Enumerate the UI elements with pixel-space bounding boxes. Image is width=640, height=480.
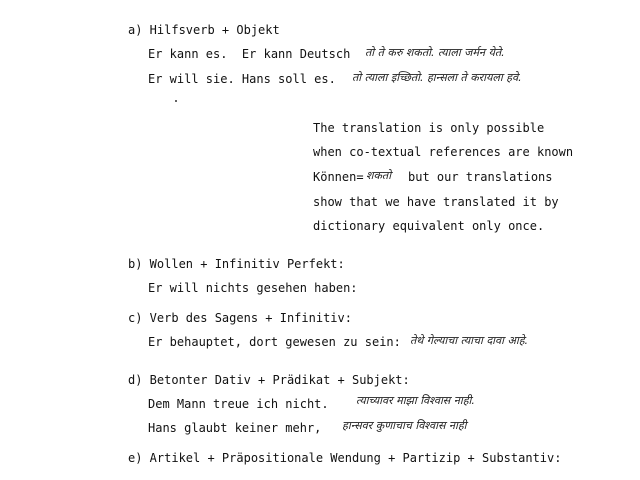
section-b-heading: b) Wollen + Infinitiv Perfekt: [128,257,345,271]
note-line-3-end: but our translations [408,170,553,184]
section-c-handwritten-1: तेथे गेल्याचा त्याचा दावा आहे. [410,334,529,347]
section-b-example-1: Er will nichts gesehen haben: [148,281,358,295]
note-handwritten-word: शकतो [366,169,392,182]
section-d-heading: d) Betonter Dativ + Prädikat + Subjekt: [128,373,410,387]
section-a-handwritten-2: तो त्याला इच्छितो. हान्सला ते करायला हवे. [352,71,522,84]
section-c-example-1: Er behauptet, dort gewesen zu sein: [148,335,401,349]
note-line-3-start: Können= [313,170,364,184]
section-a-example-1: Er kann es. Er kann Deutsch [148,47,351,61]
section-e-heading: e) Artikel + Präpositionale Wendung + Partizip + Substantiv: [128,451,562,465]
section-a-handwritten-1: तो ते करु शकतो. त्याला जर्मन येते. [365,46,505,59]
note-line-5: dictionary equivalent only once. [313,219,545,233]
note-line-4: show that we have translated it by [313,195,559,209]
section-d-handwritten-2: हान्सवर कुणाचाच विश्वास नाही [342,419,467,432]
section-a-example-2: Er will sie. Hans soll es. [148,72,336,86]
note-line-2: when co-textual references are known [313,145,574,159]
section-c-heading: c) Verb des Sagens + Infinitiv: [128,311,352,325]
stray-mark [175,100,177,102]
section-d-handwritten-1: त्याच्यावर माझा विश्वास नाही. [356,394,475,407]
section-a-heading: a) Hilfsverb + Objekt [128,23,280,37]
section-d-example-2: Hans glaubt keiner mehr, [148,421,322,435]
section-d-example-1: Dem Mann treue ich nicht. [148,397,329,411]
note-line-1: The translation is only possible [313,121,545,135]
